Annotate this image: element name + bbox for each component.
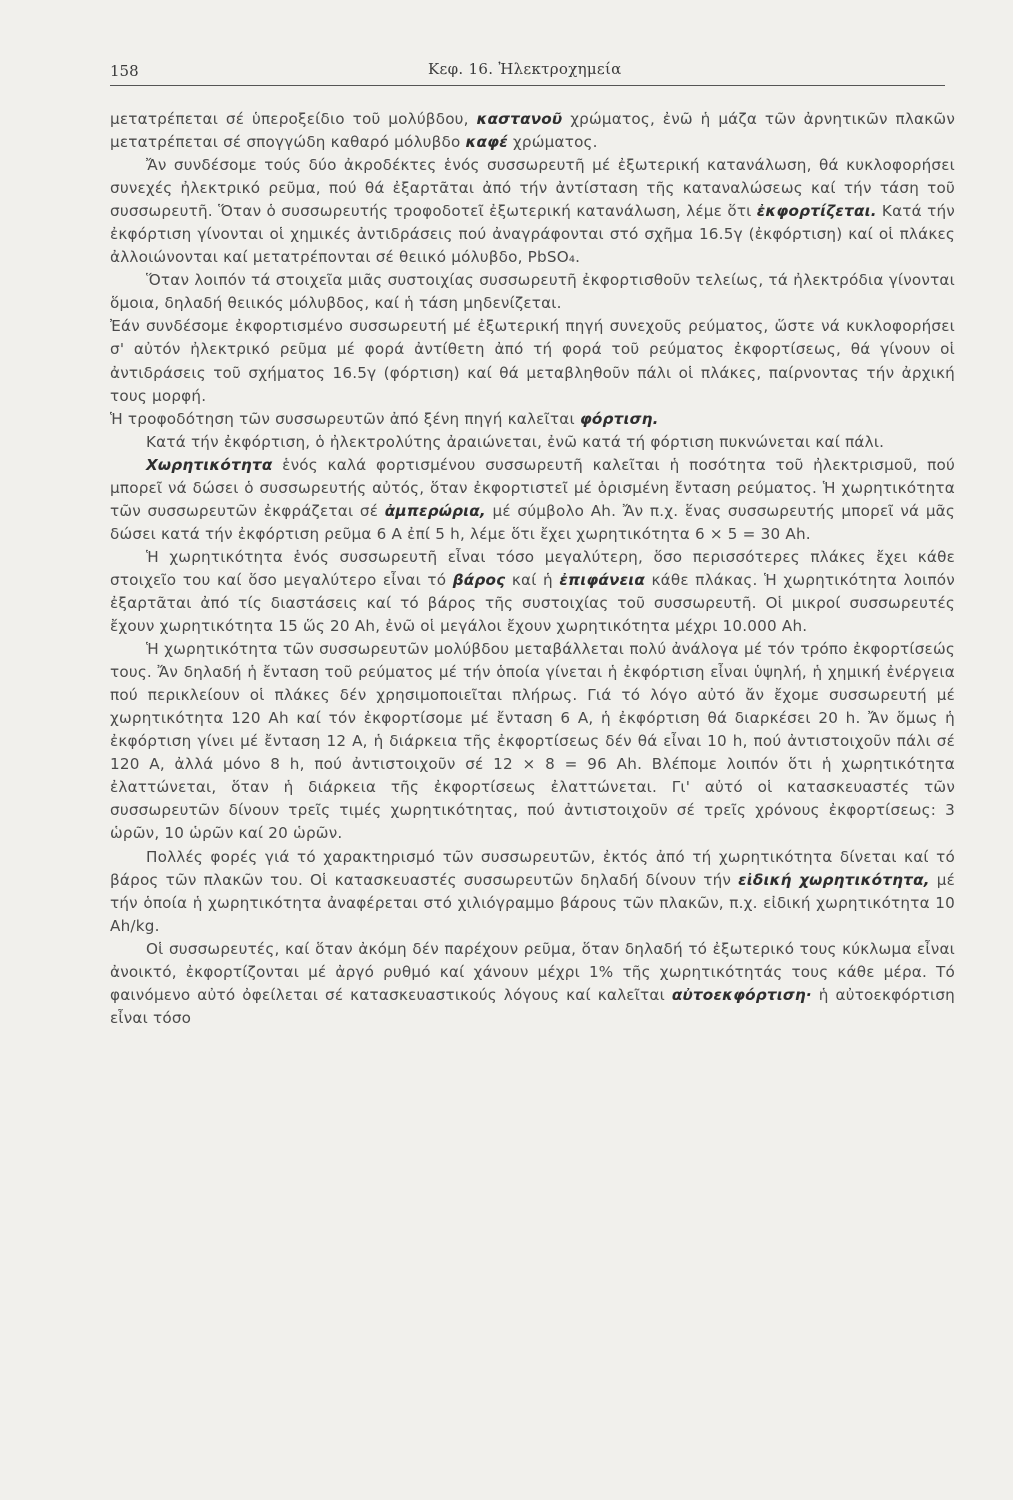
key-term: ἀμπερώρια, [384, 501, 486, 520]
text-run: Πολλές φορές γιά τό χαρακτηρισμό τῶν συσσωρευτῶν, ἐκτός ἀπό τή χωρητικότητα δίνεται καί τό βάρος τῶν πλακῶν του. Οἱ κατασκευαστές συσσωρευτῶν δηλαδή δίνουν τήν [110, 847, 955, 889]
text-run: Ἄν συνδέσομε τούς δύο ἀκροδέκτες ἑνός συσσωρευτῆ μέ ἐξωτερική κατανάλωση, θά κυκλοφορήσει συνεχές ἠλεκτρικό ρεῦμα, πού θά ἐξαρτᾶται ἀπό τήν ἀντίσταση τῆς καταναλώσεως καί τήν τάση τοῦ συσσωρευτῆ. Ὅταν ὁ συσσωρευτής τροφοδοτεῖ ἐξωτερική κατανάλωση, λέμε ὅτι [110, 156, 955, 221]
paragraph [110, 846, 955, 938]
key-term: καφέ [465, 133, 508, 152]
text-run: Ἐάν συνδέσομε ἐκφορτισμένο συσσωρευτή μέ ἐξωτερική πηγή συνεχοῦς ρεύματος, ὥστε νά κυκλοφορήσει σ' αὐτόν ἠλεκτρικό ρεῦμα μέ φορά ἀντίθετη ἀπό τή φορά τοῦ ρεύματος ἐκφορτίσεως, θά γίνουν οἱ ἀντιδράσεις τοῦ σχήματος 16.5γ (φόρτιση) καί θά μεταβληθοῦν πάλι οἱ πλάκες, παίρνοντας τήν ἀρχική τους μορφή. [110, 317, 955, 405]
key-term: ἐπιφάνεια [559, 570, 645, 589]
key-term: βάρος [452, 570, 506, 589]
key-term: ἐκφορτίζεται. [756, 202, 877, 221]
text-run: κάθε πλάκας. Ἡ χωρητικότητα λοιπόν ἐξαρτᾶται ἀπό τίς διαστάσεις καί τό βάρος τῆς συστοιχίας τοῦ συσσωρευτῆ. Οἱ μικροί συσσωρευτές ἔχουν χωρητικότητα 15 ὥς 20 Ah, ἐνῶ οἱ μεγάλοι ἔχουν χωρητικότητα μέχρι 10.000 Ah. [110, 570, 955, 636]
paragraph [110, 638, 955, 845]
key-term: εἰδική χωρητικότητα, [738, 870, 930, 889]
text-run: ἑνός καλά φορτισμένου συσσωρευτῆ καλεῖται ἡ ποσότητα τοῦ ἠλεκτρισμοῦ, πού μπορεῖ νά δώσει ὁ συσσωρευτής αὐτός, ὅταν ἐκφορτιστεῖ μέ ὁρισμένη ἔνταση ρεύματος. Ἡ χωρητικότητα τῶν συσσωρευτῶν ἐκφράζεται σέ [110, 455, 955, 520]
paragraph [110, 108, 955, 154]
key-term: φόρτιση. [579, 409, 659, 428]
paragraph [110, 154, 955, 269]
page-number: 158 [110, 62, 139, 80]
text-run: Ἡ τροφοδότηση τῶν συσσωρευτῶν ἀπό ξένη πηγή καλεῖται [110, 409, 580, 428]
paragraph [110, 315, 955, 407]
header-rule [110, 85, 945, 86]
text-run: χρώματος. [507, 133, 598, 152]
text-run: Ἡ χωρητικότητα τῶν συσσωρευτῶν μολύβδου μεταβάλλεται πολύ ἀνάλογα μέ τόν τρόπο ἐκφορτίσεώς τους. Ἄν δηλαδή ἡ ἔνταση τοῦ ρεύματος μέ τήν ὁποία γίνεται ἡ ἐκφόρτιση εἶναι ὑψηλή, ἡ χημική ἐνέργεια πού περικλείουν οἱ πλάκες δέν χρησιμοποιεῖται πλήρως. Γιά τό λόγο αὐτό ἄν ἔχομε συσσωρευτή μέ χωρητικότητα 120 Ah καί τόν ἐκφορτίσομε μέ ἔνταση 6 A, ἡ ἐκφόρτιση θά διαρκέσει 20 h. Ἄν ὅμως ἡ ἐκφόρτιση γίνει μέ ἔνταση 12 A, ἡ διάρκεια τῆς ἐκφορτίσεως δέν θά εἶναι 10 h, πού ἀντιστοιχοῦν πάλι σέ 120 A, ἀλλά μόνο 8 h, πού ἀντιστοιχοῦν σέ 12 × 8 = 96 Ah. Βλέπομε λοιπόν ὅτι ἡ χωρητικότητα ἐλαττώνεται, ὅταν ἡ διάρκεια τῆς ἐκφορτίσεως ἐλαττώνεται. Γι' αὐτό οἱ κατασκευαστές τῶν συσσωρευτῶν δίνουν τρεῖς τιμές χωρητικότητας, πού ἀντιστοιχοῦν σέ τρεῖς χρόνους ἐκφορτίσεως: 3 ὡρῶν, 10 ὡρῶν καί 20 ὡρῶν. [110, 640, 955, 843]
key-term: καστανοῦ [476, 110, 563, 128]
text-run: Κατά τήν ἐκφόρτιση γίνονται οἱ χημικές ἀντιδράσεις πού ἀναγράφονται στό σχῆμα 16.5γ (ἐκφόρτιση) καί οἱ πλάκες ἀλλοιώνονται καί μετατρέπονται σέ θειικό μόλυβδο, PbSO₄. [110, 202, 955, 267]
text-run: Ἡ χωρητικότητα ἑνός συσσωρευτῆ εἶναι τόσο μεγαλύτερη, ὅσο περισσότερες πλάκες ἔχει κάθε στοιχεῖο του καί ὅσο μεγαλύτερο εἶναι τό [110, 547, 955, 589]
text-run: καί ἡ [505, 570, 560, 589]
paragraph [110, 938, 955, 1030]
text-run: Ὅταν λοιπόν τά στοιχεῖα μιᾶς συστοιχίας συσσωρευτῆ ἐκφορτισθοῦν τελείως, τά ἠλεκτρόδια γίνονται ὅμοια, δηλαδή θειικός μόλυβδος, καί ἡ τάση μηδενίζεται. [110, 271, 955, 313]
text-run: ἡ αὐτοεκφόρτιση εἶναι τόσο [110, 985, 955, 1027]
paragraph [110, 431, 955, 454]
text-run: μέ σύμβολο Ah. Ἄν π.χ. ἕνας συσσωρευτής μπορεῖ νά μᾶς δώσει κατά τήν ἐκφόρτιση ρεῦμα 6 A ἐπί 5 h, λέμε ὅτι ἔχει χωρητικότητα 6 × 5 = 30 Ah. [110, 501, 956, 543]
key-term: Χωρητικότητα [146, 455, 273, 474]
key-term: αὐτοεκφόρτιση· [671, 985, 812, 1004]
body-text [110, 108, 955, 1030]
paragraph [110, 546, 955, 638]
paragraph [110, 454, 955, 546]
text-run: χρώματος, ἐνῶ ἡ μάζα τῶν ἀρνητικῶν πλακῶν μετατρέπεται σέ σπογγώδη καθαρό μόλυβδο [110, 110, 955, 152]
text-run: μέ τήν ὁποία ἡ χωρητικότητα ἀναφέρεται στό χιλιόγραμμο βάρους τῶν πλακῶν, π.χ. εἰδική χωρητικότητα 10 Ah/kg. [110, 870, 955, 935]
paragraph [110, 408, 955, 431]
text-run: Κατά τήν ἐκφόρτιση, ὁ ἠλεκτρολύτης ἀραιώνεται, ἐνῶ κατά τή φόρτιση πυκνώνεται καί πάλι. [146, 432, 885, 451]
paragraph [110, 269, 955, 315]
running-title: Κεφ. 16. Ἠλεκτροχημεία [428, 60, 622, 78]
text-run: μετατρέπεται σέ ὑπεροξείδιο τοῦ μολύβδου, [110, 110, 477, 128]
text-run: Οἱ συσσωρευτές, καί ὅταν ἀκόμη δέν παρέχουν ρεῦμα, ὅταν δηλαδή τό ἐξωτερικό τους κύκλωμα εἶναι ἀνοικτό, ἐκφορτίζονται μέ ἀργό ρυθμό καί χάνουν μέχρι 1% τῆς χωρητικότητάς τους κάθε μέρα. Τό φαινόμενο αὐτό ὀφείλεται σέ κατασκευαστικούς λόγους καί καλεῖται [110, 939, 955, 1004]
page-header [110, 60, 945, 82]
